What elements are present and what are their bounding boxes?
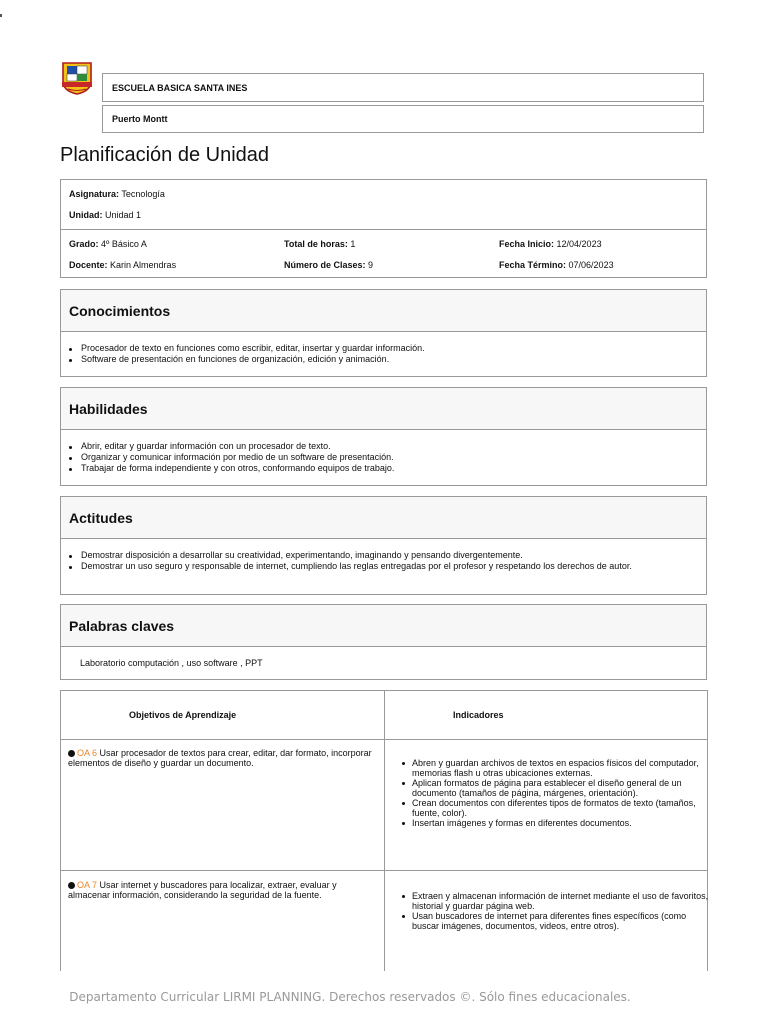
list-item: Insertan imágenes y formas en diferentes documentos. [412, 818, 712, 828]
info-divider [61, 229, 706, 230]
inicio-label: Fecha Inicio: [499, 239, 555, 249]
inicio-value: 12/04/2023 [556, 239, 602, 249]
docente-value: Karin Almendras [110, 260, 177, 270]
list-item: Abrir, editar y guardar información con un procesador de texto. [81, 441, 676, 452]
conocimientos-heading: Conocimientos [61, 290, 706, 332]
objectives-table [60, 690, 708, 971]
list-item: Procesador de texto en funciones como escribir, editar, insertar y guardar información. [81, 343, 676, 354]
horas-value: 1 [350, 239, 356, 249]
column-divider [384, 691, 385, 971]
page-mark [0, 14, 2, 17]
actitudes-heading: Actitudes [61, 497, 706, 539]
inicio-row [499, 239, 602, 249]
table-row-objective [68, 748, 374, 768]
list-item: Demostrar disposición a desarrollar su creatividad, experimentando, imaginando y pensando divergentemente. [81, 550, 676, 561]
habilidades-heading: Habilidades [61, 388, 706, 430]
actitudes-section [60, 496, 707, 595]
horas-row [284, 239, 355, 249]
clases-value: 9 [368, 260, 374, 270]
bullet-icon [68, 750, 75, 757]
grado-value: 4º Básico A [101, 239, 147, 249]
palabras-text: Laboratorio computación , uso software , PPT [80, 658, 263, 668]
unidad-label: Unidad: [69, 210, 103, 220]
list-item: Abren y guardan archivos de textos en espacios físicos del computador, memorias flash u otras ubicaciones externas. [412, 758, 712, 778]
list-item: Trabajar de forma independiente y con otros, conformando equipos de trabajo. [81, 463, 676, 474]
column-header-objectives: Objetivos de Aprendizaje [129, 710, 237, 720]
asignatura-label: Asignatura: [69, 189, 120, 199]
termino-value: 07/06/2023 [568, 260, 614, 270]
list-item: Organizar y comunicar información por medio de un software de presentación. [81, 452, 676, 463]
actitudes-list [61, 539, 706, 572]
clases-label: Número de Clases: [284, 260, 366, 270]
page-title: Planificación de Unidad [60, 144, 270, 166]
table-row-objective [68, 880, 374, 900]
habilidades-list [61, 430, 706, 474]
palabras-heading: Palabras claves [61, 605, 706, 647]
table-row-indicators [398, 758, 712, 828]
table-row-indicators [398, 891, 712, 931]
docente-label: Docente: [69, 260, 108, 270]
docente-row [69, 260, 176, 270]
asignatura-row [69, 189, 165, 199]
habilidades-section [60, 387, 707, 486]
page-footer: Departamento Curricular LIRMI PLANNING. Derechos reservados ©. Sólo fines educacionales. [69, 990, 631, 1004]
list-item: Extraen y almacenan información de internet mediante el uso de favoritos, historial y guardar página web. [412, 891, 712, 911]
termino-label: Fecha Término: [499, 260, 567, 270]
horas-label: Total de horas: [284, 239, 348, 249]
list-item: Demostrar un uso seguro y responsable de internet, cumpliendo las reglas entregadas por el profesor y respetando los derechos de autor. [81, 561, 676, 572]
clases-row [284, 260, 373, 270]
unidad-row [69, 210, 141, 220]
list-item: Usan buscadores de internet para diferentes fines específicos (como buscar imágenes, documentos, videos, entre otros). [412, 911, 712, 931]
grado-row [69, 239, 147, 249]
asignatura-value: Tecnología [121, 189, 165, 199]
oa-text: Usar procesador de textos para crear, editar, dar formato, incorporar elementos de diseño y guardar un documento. [68, 748, 372, 768]
list-item: Software de presentación en funciones de organización, edición y animación. [81, 354, 676, 365]
bullet-icon [68, 882, 75, 889]
unit-info-box [60, 179, 707, 278]
school-name: ESCUELA BASICA SANTA INES [102, 73, 704, 102]
list-item: Crean documentos con diferentes tipos de formatos de texto (tamaños, fuente, color). [412, 798, 712, 818]
header-divider [61, 739, 707, 740]
conocimientos-list [61, 332, 706, 365]
oa-code: OA 6 [77, 748, 98, 758]
school-city: Puerto Montt [102, 105, 704, 133]
grado-label: Grado: [69, 239, 99, 249]
list-item: Aplican formatos de página para establecer el diseño general de un documento (tamaños de página, márgenes, orientación). [412, 778, 712, 798]
oa-code: OA 7 [77, 880, 98, 890]
conocimientos-section [60, 289, 707, 377]
unidad-value: Unidad 1 [105, 210, 142, 220]
column-header-indicators: Indicadores [453, 710, 504, 720]
termino-row [499, 260, 614, 270]
palabras-section [60, 604, 707, 680]
row-divider [61, 870, 707, 871]
oa-text: Usar internet y buscadores para localizar, extraer, evaluar y almacenar información, considerando la seguridad de la fuente. [68, 880, 337, 900]
school-crest-icon [60, 61, 94, 95]
